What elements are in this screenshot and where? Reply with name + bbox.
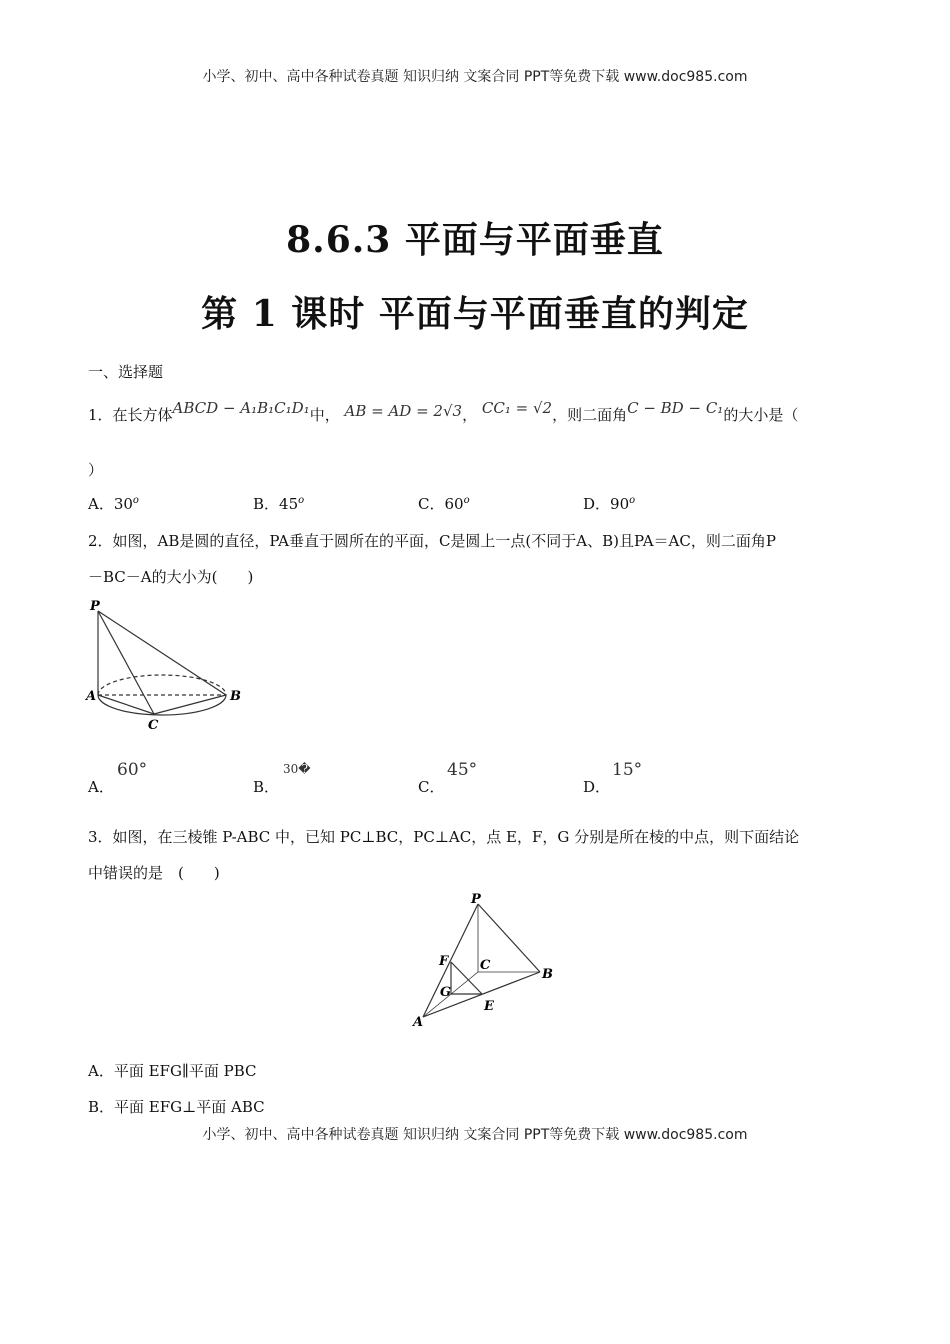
q1-close-paren: ） [88, 461, 104, 479]
q2-option-c-label: C． [418, 778, 445, 796]
page-header: 小学、初中、高中各种试卷真题 知识归纳 文案合同 PPT等免费下载 www.doc985.com [202, 69, 748, 85]
question-2-line-1: 2．如图，AB是圆的直径，PA垂直于圆所在的平面，C是圆上一点(不同于A、B)且PA＝AC，则二面角P [88, 532, 776, 550]
page-subtitle: 第 1 课时 平面与平面垂直的判定 [201, 293, 749, 335]
q1-text-3: 的大小是（ [723, 406, 799, 424]
q3-option-b: B．平面 EFG⊥平面 ABC [88, 1098, 265, 1116]
question-3-line-2: 中错误的是 ( ) [88, 864, 220, 882]
page-footer: 小学、初中、高中各种试卷真题 知识归纳 文案合同 PPT等免费下载 www.doc985.com [202, 1127, 748, 1143]
q1-option-b: B．45$^o$ [253, 495, 305, 513]
q2-circle-back [98, 675, 226, 695]
q2-label-a: A [86, 689, 97, 704]
question-2-line-2: －BC－A的大小为( ) [88, 568, 254, 586]
q3-label-g: G [440, 985, 452, 1000]
q3-edge-pa [423, 904, 478, 1017]
q3-label-b: B [542, 967, 553, 982]
q3-option-a: A．平面 EFG∥平面 PBC [88, 1062, 257, 1080]
q3-label-e: E [484, 999, 494, 1014]
q2-label-c: C [148, 718, 159, 733]
q1-option-c: C．60$^o$ [418, 495, 470, 513]
q1-option-d: D．90$^o$ [583, 495, 636, 513]
q3-label-a: A [413, 1015, 424, 1030]
q1-dihedral-angle: C − BD − C₁ [627, 399, 724, 417]
q2-label-p: P [90, 599, 100, 614]
q3-label-f: F [439, 954, 449, 969]
q2-edge-pc [98, 611, 154, 714]
q1-comma: ， [462, 406, 478, 424]
q1-condition-cc1: CC₁ = √2 [481, 399, 553, 417]
q2-label-b: B [230, 689, 241, 704]
q2-option-a-value: 60° [117, 760, 148, 780]
q3-label-p: P [471, 892, 481, 907]
question-3-line-1: 3．如图，在三棱锥 P-ABC 中，已知 PC⊥BC，PC⊥AC，点 E，F，G 分别是所在棱的中点，则下面结论 [88, 828, 800, 846]
section-heading: 一、选择题 [88, 363, 164, 381]
q2-option-d-value: 15° [612, 760, 643, 780]
q2-edge-pb [98, 611, 226, 695]
q2-option-a-label: A． [88, 778, 114, 796]
q1-option-a: A．30$^o$ [88, 495, 139, 513]
q1-condition-ab: AB = AD = 2√3 [344, 402, 463, 420]
q1-solid: ABCD − A₁B₁C₁D₁ [172, 399, 310, 417]
page-title: 8.6.3 平面与平面垂直 [286, 219, 664, 261]
q3-segment-fe [451, 962, 482, 994]
q2-edge-cb [154, 695, 226, 714]
question-1 [88, 399, 799, 425]
q1-number: 1．在长方体 [88, 406, 173, 424]
q2-option-c-value: 45° [447, 760, 478, 780]
q2-option-b-value: 30� [283, 762, 311, 776]
q2-option-b-label: B． [253, 778, 280, 796]
q1-text-2: ，则二面角 [552, 406, 628, 424]
q2-option-d-label: D． [583, 778, 611, 796]
q3-label-c: C [480, 958, 491, 973]
q3-figure-tetrahedron [408, 890, 558, 1030]
q2-figure-cone [84, 596, 254, 736]
q1-text: 中， [309, 406, 340, 424]
